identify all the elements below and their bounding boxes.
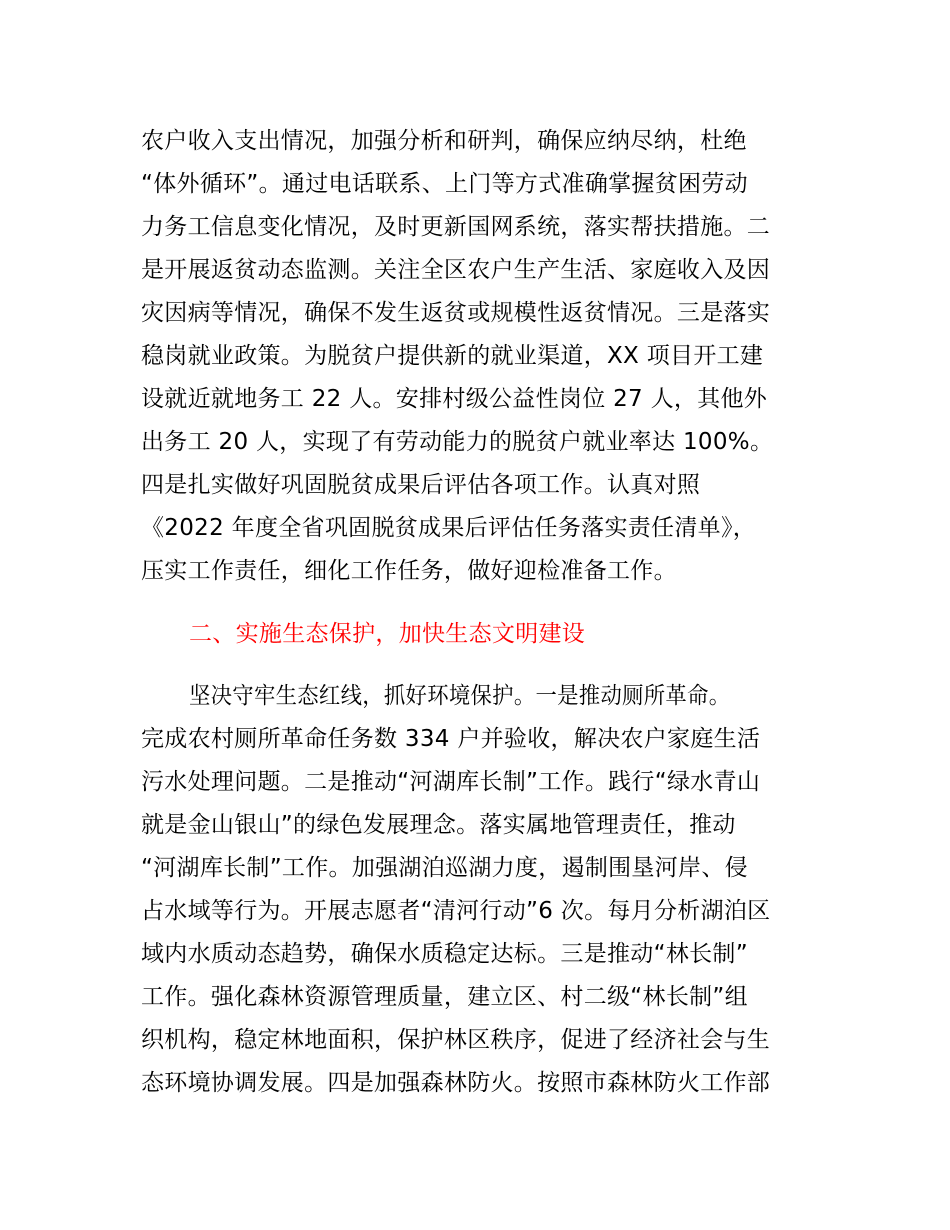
paragraph-1-line: 《2022 年度全省巩固脱贫成果后评估任务落实责任清单》， <box>141 515 757 541</box>
paragraph-2-line: 态环境协调发展。四是加强森林防火。按照市森林防火工作部 <box>141 1070 771 1096</box>
paragraph-1-line: 灾因病等情况，确保不发生返贫或规模性返贫情况。三是落实 <box>141 300 771 326</box>
paragraph-1-line: 设就近就地务工 22 人。安排村级公益性岗位 27 人，其他外 <box>141 386 768 412</box>
paragraph-2-line: 织机构，稳定林地面积，保护林区秩序，促进了经济社会与生 <box>141 1027 771 1053</box>
paragraph-2-line: “河湖库长制”工作。加强湖泊巡湖力度，遏制围垦河岸、侵 <box>141 855 748 881</box>
section-heading: 二、实施生态保护，加快生态文明建设 <box>189 621 586 647</box>
paragraph-2-line: 完成农村厕所革命任务数 334 户并验收，解决农户家庭生活 <box>141 726 761 752</box>
paragraph-2-line: 就是金山银山”的绿色发展理念。落实属地管理责任，推动 <box>141 812 736 838</box>
paragraph-1-line: 农户收入支出情况，加强分析和研判，确保应纳尽纳，杜绝 <box>141 128 747 154</box>
paragraph-2-line: 工作。强化森林资源管理质量，建立区、村二级“林长制”组 <box>141 984 748 1010</box>
paragraph-1-line: 压实工作责任，细化工作任务，做好迎检准备工作。 <box>141 558 677 584</box>
paragraph-2-line: 污水处理问题。二是推动“河湖库长制”工作。践行“绿水青山 <box>141 769 761 795</box>
paragraph-1-line: 稳岗就业政策。为脱贫户提供新的就业渠道，XX 项目开工建 <box>141 343 764 369</box>
paragraph-1-line: 四是扎实做好巩固脱贫成果后评估各项工作。认真对照 <box>141 472 701 498</box>
paragraph-2-line: 域内水质动态趋势，确保水质稳定达标。三是推动“林长制” <box>141 941 748 967</box>
paragraph-2-line: 坚决守牢生态红线，抓好环境保护。一是推动厕所革命。 <box>189 683 731 709</box>
paragraph-1-line: “体外循环”。通过电话联系、上门等方式准确掌握贫困劳动 <box>141 171 748 197</box>
paragraph-2-line: 占水域等行为。开展志愿者“清河行动”6 次。每月分析湖泊区 <box>141 898 771 924</box>
paragraph-1-line: 是开展返贫动态监测。关注全区农户生产生活、家庭收入及因 <box>141 257 771 283</box>
paragraph-1-line: 力务工信息变化情况，及时更新国网系统，落实帮扶措施。二 <box>141 214 771 240</box>
paragraph-1-line: 出务工 20 人，实现了有劳动能力的脱贫户就业率达 100%。 <box>141 429 774 455</box>
